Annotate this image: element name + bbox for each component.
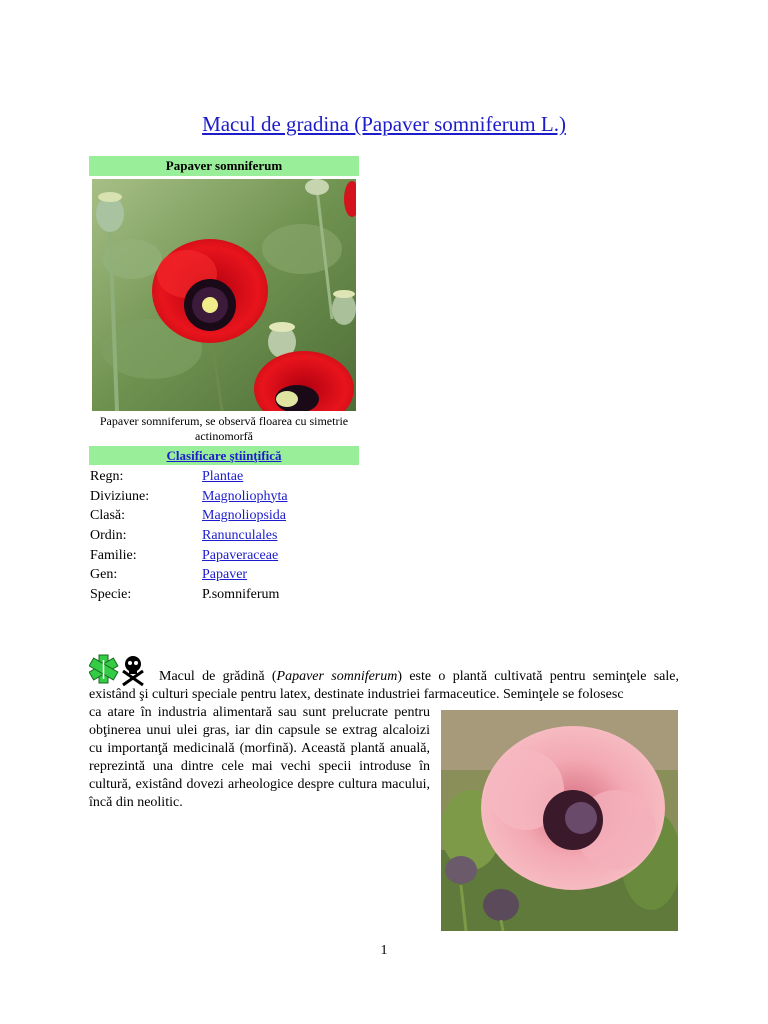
taxonomy-row <box>89 546 288 566</box>
body-text-wrapped: ca atare în industria alimentară sau sunt prelucrate pentru obţinerea unui ulei gras, iar din capsule se extrag alcaloizi cu importanţă medicinală (morfină). Această plantă anuală, reprezintă una dintre cele mai vechi specii introduse în cultură, existând dovezi arheologice despre cultura macului, încă din neolitic. <box>89 705 430 810</box>
taxonomy-value: P.somniferum <box>202 586 280 602</box>
taxonomy-row <box>89 487 288 507</box>
document-title[interactable] <box>0 112 768 137</box>
taxonomy-link[interactable]: Papaveraceae <box>202 547 279 563</box>
taxonomy-value[interactable] <box>202 467 288 487</box>
taxonomy-link[interactable]: Magnoliopsida <box>202 508 286 524</box>
taxonomy-row <box>89 467 288 487</box>
page-number: 1 <box>380 943 388 958</box>
taxonomy-link[interactable]: Magnoliophyta <box>202 488 288 504</box>
taxobox <box>89 156 359 605</box>
classification-header[interactable] <box>89 446 359 465</box>
taxonomy-key: Specie: <box>90 586 132 602</box>
photo-caption: Papaver somniferum, se observă floarea cu simetrie actinomorfă <box>99 414 349 443</box>
taxonomy-row <box>89 585 288 605</box>
taxonomy-value[interactable] <box>202 506 288 526</box>
taxonomy-table <box>89 467 288 605</box>
taxonomy-row <box>89 526 288 546</box>
taxonomy-key: Ordin: <box>90 527 127 543</box>
taxonomy-value[interactable] <box>202 487 288 507</box>
taxobox-header: Papaver somniferum <box>89 156 359 176</box>
taxonomy-key: Clasă: <box>90 508 125 524</box>
taxonomy-key: Familie: <box>90 547 137 563</box>
body-text-start: Macul de grădină ( <box>159 669 277 684</box>
taxonomy-value[interactable] <box>202 546 288 566</box>
classification-link[interactable]: Clasificare ştiinţifică <box>166 448 282 463</box>
taxonomy-key: Gen: <box>90 567 118 583</box>
taxonomy-link[interactable]: Papaver <box>202 567 248 583</box>
red-poppy-photo <box>92 179 356 411</box>
taxonomy-key: Regn: <box>90 468 124 484</box>
taxonomy-row <box>89 506 288 526</box>
body-text-continued: ) este o plantă cultivată pentru seminţele sale, existând şi culturi speciale pentru latex, destinate industriei farmaceutice. Seminţele se folosesc <box>89 669 679 702</box>
document-title-link[interactable]: Macul de gradina (Papaver somniferum L.) <box>202 112 566 136</box>
taxonomy-link[interactable]: Plantae <box>202 468 244 484</box>
pink-poppy-photo <box>441 710 678 931</box>
taxonomy-key: Diviziune: <box>90 488 150 504</box>
taxonomy-value[interactable] <box>202 526 288 546</box>
species-name: Papaver somniferum <box>276 669 398 684</box>
taxonomy-link[interactable]: Ranunculales <box>202 527 278 543</box>
taxonomy-row <box>89 565 288 585</box>
taxonomy-value[interactable] <box>202 565 288 585</box>
